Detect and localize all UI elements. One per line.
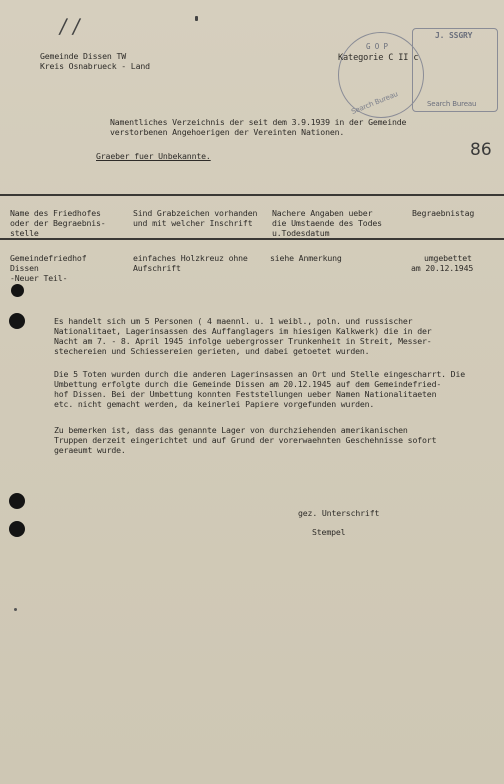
row-burial-line2: am 20.12.1945 [411,263,474,273]
table-header-rule [0,238,504,240]
punch-hole-bottom [9,521,25,537]
stamp-note: Stempel [312,527,346,537]
header-circ-line3: u.Todesdatum [272,228,330,238]
row-markers-line1: einfaches Holzkreuz ohne [133,253,248,263]
p1-line3: Nacht am 7. - 8. April 1945 infolge uebergrosser Trunkenheit in Streit, Messer- [54,336,432,346]
p1-line2: Nationalitaet, Lagerinsassen des Auffanglagers im hiesigen Kalkwerk) die in der [54,326,432,336]
punch-hole-top [11,284,24,297]
row-circumstances: siehe Anmerkung [270,253,342,263]
punch-hole-upper [9,313,25,329]
row-burial-line1: umgebettet [424,253,472,263]
punch-hole-lower [9,493,25,509]
intro-line2: verstorbenen Angehoerigen der Vereinten Nationen. [110,127,345,137]
p3-line1: Zu bemerken ist, dass das genannte Lager von durchziehenden amerikanischen [54,425,408,435]
p1-line4: stechereien und Schiessereien gerieten, und dabei getoetet wurden. [54,346,370,356]
row-markers-line2: Aufschrift [133,263,181,273]
p1-line1: Es handelt sich um 5 Personen ( 4 maennl. u. 1 weibl., poln. und russischer [54,316,413,326]
signature: gez. Unterschrift [298,508,380,518]
municipality-line1: Gemeinde Dissen TW [40,51,127,61]
subtitle: Graeber fuer Unbekannte. [96,151,211,161]
header-burial-day: Begraebnistag [412,208,475,218]
paper-speck [14,608,17,611]
row-cemetery-line1: Gemeindefriedhof [10,253,87,263]
p3-line3: geraeumt wurde. [54,445,126,455]
header-markers-line2: und mit welcher Inschrift [133,218,253,228]
header-circ-line1: Nachere Angaben ueber [272,208,373,218]
p2-line1: Die 5 Toten wurden durch die anderen Lagerinsassen an Ort und Stelle eingescharrt. Die [54,369,466,379]
p2-line3: hof Dissen. Bei der Umbettung konnten Feststellungen ueber Namen Nationalitaeten [54,389,437,399]
stamp-arc-text: Search Bureau [350,90,400,116]
stamp-category: Kategorie C II c [338,53,419,63]
row-cemetery-line3: -Neuer Teil- [10,273,68,283]
header-cemetery-line1: Name des Friedhofes [10,208,101,218]
row-cemetery-line2: Dissen [10,263,39,273]
search-bureau-box-stamp [412,28,498,112]
stamp-line1: G O P [366,42,388,51]
page-number: 86 [470,140,492,160]
p3-line2: Truppen derzeit eingerichtet und auf Grund der vorerwaehnten Geschehnisse sofort [54,435,437,445]
stamp-box-top: J. SSGRY [435,31,473,40]
header-markers-line1: Sind Grabzeichen vorhanden [133,208,258,218]
header-cemetery-line2: oder der Begraebnis- [10,218,106,228]
stamp-box-bottom: Search Bureau [427,100,477,108]
header-circ-line2: die Umstaende des Todes [272,218,382,228]
municipality-line2: Kreis Osnabrueck - Land [40,61,150,71]
table-top-rule [0,194,504,196]
paper-speck [195,16,198,21]
corner-marks: / / [57,14,82,38]
header-cemetery-line3: stelle [10,228,39,238]
p2-line2: Umbettung erfolgte durch die Gemeinde Dissen am 20.12.1945 auf dem Gemeindefried- [54,379,442,389]
p2-line4: etc. nicht gemacht werden, da keinerlei Papiere vorgefunden wurden. [54,399,375,409]
intro-line1: Namentliches Verzeichnis der seit dem 3.9.1939 in der Gemeinde [110,117,407,127]
